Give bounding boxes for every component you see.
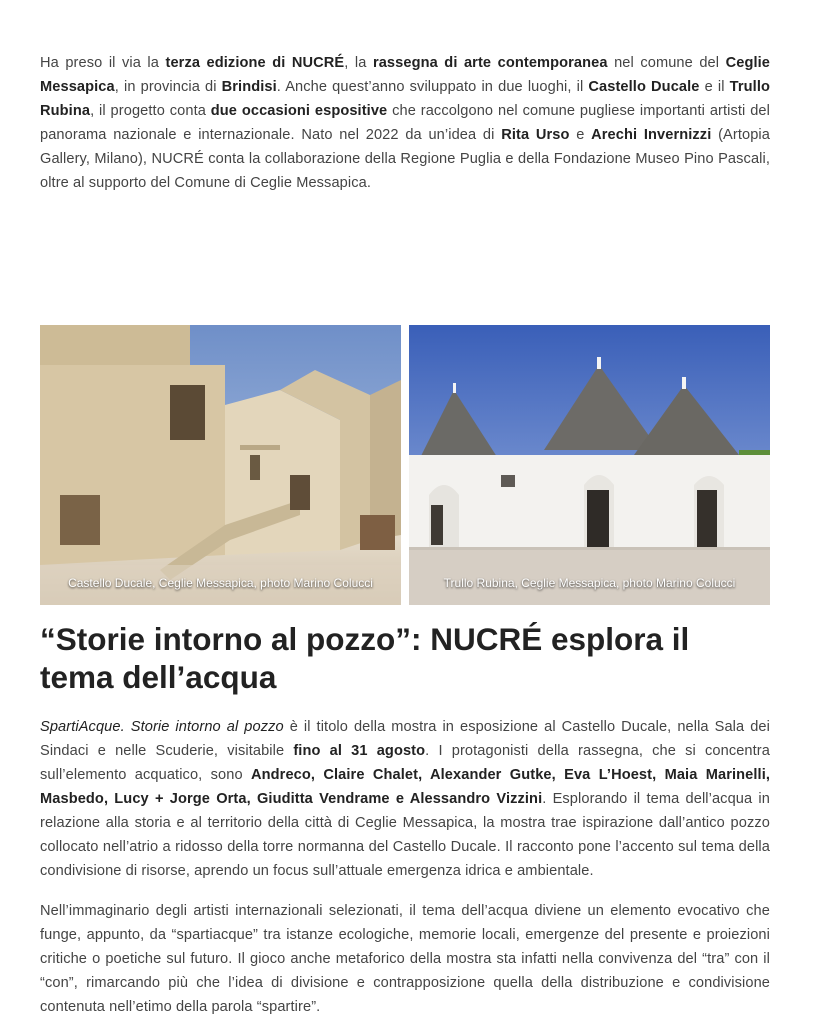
- trullo-photo[interactable]: [409, 325, 770, 605]
- trullo-caption: Trullo Rubina, Ceglie Messapica, photo Marino Colucci: [443, 576, 736, 590]
- highlight-artists: Andreco, Claire Chalet, Alexander Gutke, Eva L’Hoest, Maia Marinelli, Masbedo, Lucy + Jorge Orta, Giuditta Vendrame e Alessandro Vizzini: [40, 767, 771, 807]
- highlight-rassegna: rassegna di arte contemporanea: [372, 55, 608, 71]
- highlight-edition: terza edizione di NUCRÉ: [165, 55, 345, 71]
- highlight-castello: Castello Ducale: [588, 79, 700, 95]
- highlight-ceglie: Ceglie Messapica: [40, 55, 770, 95]
- highlight-brindisi: Brindisi: [221, 79, 277, 95]
- highlight-dates: fino al 31 agosto: [293, 743, 426, 759]
- exhibition-title: SpartiAcque. Storie intorno al pozzo: [40, 719, 284, 735]
- castello-image: [40, 325, 401, 605]
- trullo-image: [409, 325, 770, 605]
- exhibition-paragraph: SpartiAcque. Storie intorno al pozzo è il titolo della mostra in esposizione al Castello Ducale, nella Sala dei Sindaci e nelle Scuderie, visitabile fino al 31 agosto. I protagonisti della rassegna, che si concentra sull’elemento acquatico, sono Andreco, Claire Chalet, Alexander Gutke, Eva L’Hoest, Maia Marinelli, Masbedo, Lucy + Jorge Orta, Giuditta Vendrame e Alessandro Vizzini. Esplorando il tema dell’acqua in relazione alla storia e al territorio della città di Ceglie Messapica, la mostra trae ispirazione dall’antico pozzo collocato nell’atrio a ridosso della torre normanna del Castello Ducale. Il racconto pone l’accento sul tema della condivisione di risorse, aprendo un focus sull’attuale emergenza idrica e ambientale.: [40, 719, 771, 879]
- castello-caption: Castello Ducale, Ceglie Messapica, photo Marino Colucci: [68, 576, 373, 590]
- highlight-trullo: Trullo Rubina: [40, 79, 770, 119]
- castello-photo[interactable]: [40, 325, 401, 605]
- highlight-arechi: Arechi Invernizzi: [591, 127, 712, 143]
- highlight-occasioni: due occasioni espositive: [210, 103, 388, 119]
- photo-gallery: [40, 325, 770, 605]
- theme-paragraph: Nell’immaginario degli artisti internazionali selezionati, il tema dell’acqua diviene un elemento evocativo che funge, appunto, da “spartiacque” tra istanze ecologiche, memorie locali, emergenze del presente e proiezioni critiche o poetiche sul futuro. Il gioco anche metaforico della mostra sta infatti nella convivenza del “tra” con il “con”, rimarcando più che l’idea di divisione e contrapposizione quella della distribuzione e condivisione contenuta nell’etimo della parola “spartire”.: [40, 903, 770, 1015]
- highlight-rita-urso: Rita Urso: [501, 127, 570, 143]
- intro-paragraph: Ha preso il via la terza edizione di NUCRÉ, la rassegna di arte contemporanea nel comune del Ceglie Messapica, in provincia di Brindisi. Anche quest’anno sviluppato in due luoghi, il Castello Ducale e il Trullo Rubina, il progetto conta due occasioni espositive che raccolgono nel comune pugliese importanti artisti del panorama nazionale e internazionale. Nato nel 2022 da un’idea di Rita Urso e Arechi Invernizzi (Artopia Gallery, Milano), NUCRÉ conta la collaborazione della Regione Puglia e della Fondazione Museo Pino Pascali, oltre al supporto del Comune di Ceglie Messapica.: [40, 55, 770, 191]
- section-heading: “Storie intorno al pozzo”: NUCRÉ esplora il tema dell’acqua: [40, 621, 690, 695]
